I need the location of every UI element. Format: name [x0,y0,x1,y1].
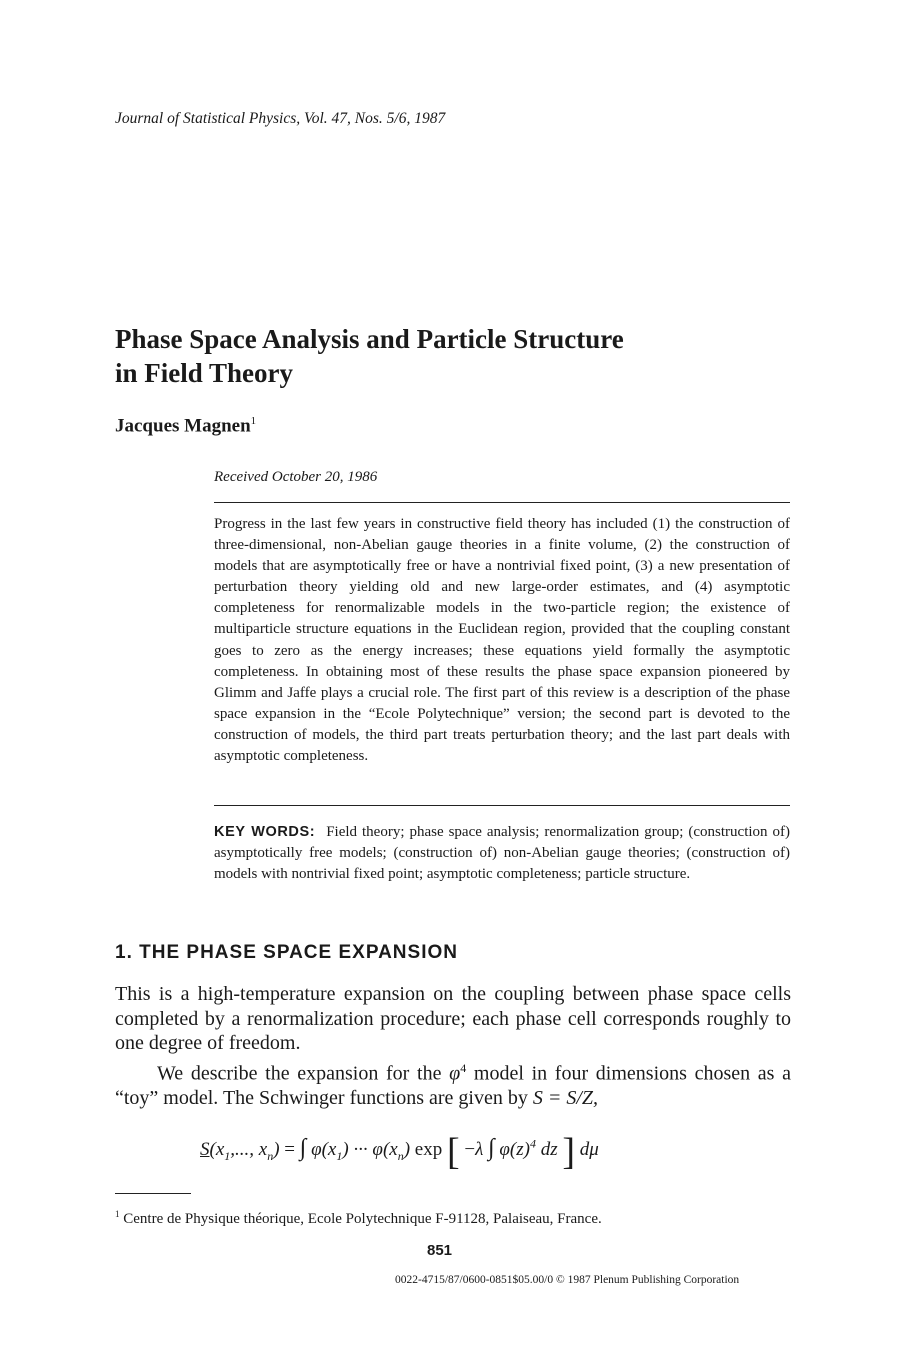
journal-citation: Journal of Statistical Physics, Vol. 47, Nos. 5/6, 1987 [115,110,446,127]
abstract-top-rule [214,502,790,503]
footnote [115,1209,602,1228]
footnote-mark: 1 [115,1209,120,1219]
author [115,415,256,437]
page-number: 851 [427,1242,453,1259]
footnote-rule [115,1193,191,1194]
received-date: Received October 20, 1986 [214,469,378,485]
paragraph-1: This is a high-temperature expansion on the coupling between phase space cells completed by a renormalization procedure; each phase cell corresponds roughly to one degree of freedom. [115,983,791,1054]
title-line-1: Phase Space Analysis and Particle Structure [115,324,624,354]
paper-title [115,322,624,390]
footnote-text: Centre de Physique théorique, Ecole Polytechnique F-91128, Palaiseau, France. [123,1211,602,1227]
keywords-label: KEY WORDS: [214,824,316,840]
schwinger-equation: $S(x_1$,..., $x_n$) = ∫ $\varphi(x_1)$ ··· $\varphi(x_n)$ exp [ −λ ∫ $\varphi(z)^4$ dz ] dμ [200,1131,599,1173]
keywords-text: Field theory; phase space analysis; renormalization group; (construction of) asymptotically free models; (construction of) non-Abelian gauge theories; (construction of) models with nontrivial fixed point; asymptotic completeness; particle structure. [214,824,791,883]
body-text [115,982,791,1110]
keywords [214,822,790,885]
abstract: Progress in the last few years in constructive field theory has included (1) the construction of three-dimensional, non-Abelian gauge theories in a finite volume, (2) the construction of models that are asymptotically free or have a nontrivial fixed point, (3) a new presentation of perturbation theory yielding old and new large-order estimates, and (4) asymptotic completeness for renormalizable models in the two-particle region; the existence of multiparticle structure equations in the Euclidean region, provided that the coupling constant goes to zero as the energy increases; these equations yield formally the asymptotic completeness. In obtaining most of these results the phase space expansion pioneered by Glimm and Jaffe plays a crucial role. The first part of this review is a description of the phase space expansion in the “Ecole Polytechnique” version; the second part is devoted to the construction of models, the third part treats perturbation theory; and the last part deals with asymptotic completeness. [214,516,790,765]
author-footnote-mark: 1 [250,415,257,427]
title-line-2: in Field Theory [115,358,294,388]
copyright-line: 0022-4715/87/0600-0851$05.00/0 © 1987 Plenum Publishing Corporation [395,1274,740,1286]
paragraph-2: We describe the expansion for the $\varphi^4$ model in four dimensions chosen as a “toy” model. The Schwinger functions are given by S = S/Z, [115,1060,792,1109]
author-name: Jacques Magnen [115,415,251,437]
section-heading: 1. THE PHASE SPACE EXPANSION [115,942,458,963]
abstract-bottom-rule [214,805,790,806]
